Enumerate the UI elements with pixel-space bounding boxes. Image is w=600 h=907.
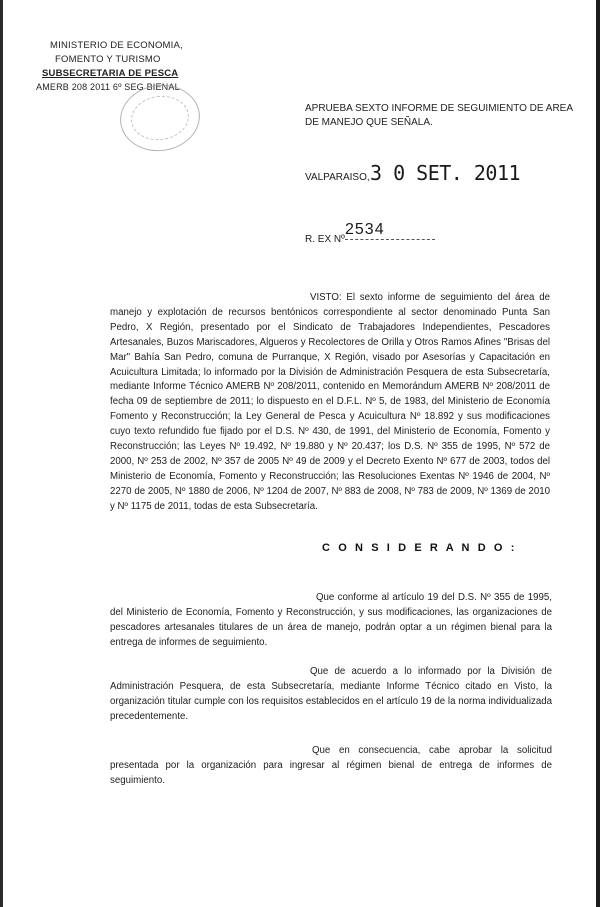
file-reference: AMERB 208 2011 6º SEG BIENAL (36, 82, 180, 92)
considerando-item-2: Que de acuerdo a lo informado por la División de Administración Pesquera, de esta Subsecretaría, mediante Informe Técnico citado en Visto, la organización titular cumple con los requisitos establecidos en el artículo 19 de la norma individualizada precedentemente. (110, 666, 552, 722)
date-stamp: 3 0 SET. 2011 (370, 161, 521, 185)
resolution-prefix: R. EX Nº (305, 234, 345, 245)
subsecretaria-name: SUBSECRETARIA DE PESCA (42, 68, 179, 79)
considerando-item-3: Que en consecuencia, cabe aprobar la solicitud presentada por la organización para ingresar al régimen bienal de entrega de informes de seguimiento. (110, 745, 552, 786)
subject-line1: APRUEBA SEXTO INFORME DE SEGUIMIENTO DE AREA (305, 103, 574, 114)
resolution-number: 2534 (345, 221, 435, 240)
date-place: VALPARAISO, (305, 172, 370, 183)
considerando-heading: C O N S I D E R A N D O : (322, 542, 517, 554)
scan-edge-left (0, 0, 3, 907)
ministry-name-line1: MINISTERIO DE ECONOMIA, (50, 40, 183, 51)
subject-line2: DE MANEJO QUE SEÑALA. (305, 117, 433, 128)
visto-paragraph: VISTO: El sexto informe de seguimiento del área de manejo y explotación de recursos bentónicos correspondiente al sector denominado Punta San Pedro, X Región, presentado por el Sindicato de Trabajadores Independientes, Pescadores Artesanales, Buzos Mariscadores, Algueros y Recolectores de Orilla y Otros Ramos Afines "Brisas del Mar" Bahía San Pedro, comuna de Purranque, X Región, visado por Asesorías y Capacitación en Acuicultura Limitada; lo informado por la División de Administración Pesquera de esta Subsecretaría, mediante Informe Técnico AMERB Nº 208/2011, contenido en Memorándum AMERB Nº 208/2011 de fecha 09 de septiembre de 2011; lo dispuesto en el D.F.L. Nº 5, de 1983, del Ministerio de Economía Fomento y Reconstrucción; la Ley General de Pesca y Acuicultura Nº 18.892 y sus modificaciones cuyo texto refundido fue fijado por el D.S. Nº 430, de 1991, del Ministerio de Economía, Fomento y Reconstrucción; las Leyes Nº 19.492, Nº 19.880 y Nº 20.437; los D.S. Nº 355 de 1995, Nº 572 de 2000, Nº 253 de 2002, Nº 357 de 2005 Nº 49 de 2009 y el Decreto Exento Nº 677 de 2003, todos del Ministerio de Economía, Fomento y Reconstrucción; las Resoluciones Exentas Nº 1946 de 2004, Nº 2270 de 2005, Nº 1880 de 2006, Nº 1204 de 2007, Nº 883 de 2008, Nº 783 de 2009, Nº 1369 de 2010 y Nº 1175 de 2011, todas de esta Subsecretaría. (110, 292, 550, 512)
scan-edge-right (596, 0, 600, 907)
visto-section (110, 291, 550, 515)
considerando-item-1: Que conforme al artículo 19 del D.S. Nº 355 de 1995, del Ministerio de Economía, Fomento y Reconstrucción, y sus modificaciones, las organizaciones de pescadores artesanales titulares de un área de manejo, podrán optar a un régimen bienal para la entrega de informes de seguimiento. (110, 592, 552, 648)
ministry-name-line2: FOMENTO Y TURISMO (55, 54, 161, 65)
